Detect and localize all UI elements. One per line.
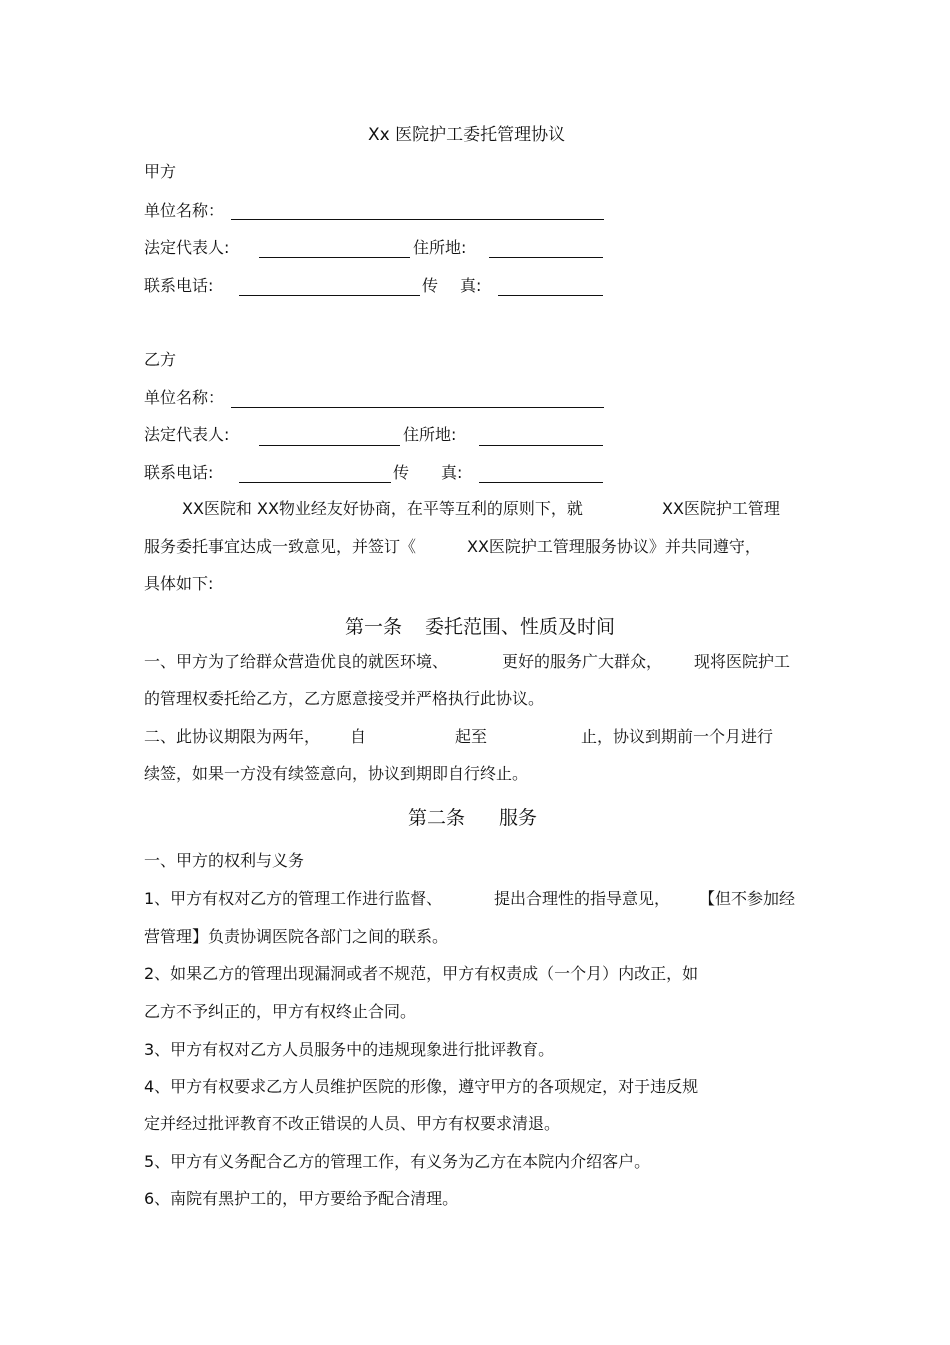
article-2-item-1-line-2: 营管理】负责协调医院各部门之间的联系。	[144, 927, 449, 946]
article-1-p2-line-1c: 起至	[455, 727, 488, 746]
intro-line-3: 具体如下:	[144, 574, 214, 593]
party-b-legal-rep-blank	[259, 445, 400, 446]
party-b-phone-label: 联系电话:	[144, 463, 214, 482]
article-1-heading-title: 委托范围、性质及时间	[425, 616, 616, 638]
party-a-unit-name-label: 单位名称：	[144, 201, 225, 220]
party-a-phone-blank	[239, 295, 420, 296]
article-1-p2-line-1d: 止，协议到期前一个月进行	[581, 727, 774, 746]
article-2-heading-title: 服务	[499, 807, 538, 829]
article-2-item-3: 3、甲方有权对乙方人员服务中的违规现象进行批评教育。	[144, 1040, 555, 1059]
intro-line-1b: XX医院护工管理	[662, 499, 780, 518]
article-1-p1-line-1b: 更好的服务广大群众，	[502, 652, 663, 671]
article-2-item-1-line-1b: 提出合理性的指导意见，	[494, 889, 671, 908]
article-2-item-2-line-2: 乙方不予纠正的，甲方有权终止合同。	[144, 1002, 417, 1021]
article-2-item-1-line-1a: 1、甲方有权对乙方的管理工作进行监督、	[144, 889, 443, 908]
party-b-fax-blank	[479, 482, 603, 483]
article-1-heading-number: 第一条	[345, 616, 403, 638]
document-title: Xx 医院护工委托管理协议	[368, 125, 566, 145]
article-2-heading-number: 第二条	[408, 807, 466, 829]
article-2-item-6: 6、南院有黑护工的，甲方要给予配合清理。	[144, 1189, 459, 1208]
party-a-legal-rep-label: 法定代表人:	[144, 238, 230, 257]
party-b-address-blank	[479, 445, 603, 446]
article-1-p2-line-2: 续签，如果一方没有续签意向，协议到期即自行终止。	[144, 764, 529, 783]
article-1-p2-line-1b: 自	[350, 727, 367, 746]
party-a-fax-label-1: 传	[422, 276, 439, 295]
party-a-address-label: 住所地:	[413, 238, 467, 257]
party-a-fax-label-2: 真:	[460, 276, 482, 295]
party-b-unit-name-label: 单位名称：	[144, 388, 225, 407]
party-b-heading: 乙方	[144, 350, 177, 369]
party-b-phone-blank	[239, 482, 391, 483]
party-b-unit-name-blank	[231, 407, 604, 408]
article-2-item-4-line-2: 定并经过批评教育不改正错误的人员、甲方有权要求清退。	[144, 1114, 561, 1133]
article-1-p1-line-2: 的管理权委托给乙方，乙方愿意接受并严格执行此协议。	[144, 689, 545, 708]
party-a-fax-blank	[498, 295, 603, 296]
article-2-item-5: 5、甲方有义务配合乙方的管理工作，有义务为乙方在本院内介绍客户。	[144, 1152, 651, 1171]
article-2-item-1-line-1c: 【但不参加经	[699, 889, 796, 908]
party-b-address-label: 住所地:	[403, 425, 457, 444]
party-b-legal-rep-label: 法定代表人:	[144, 425, 230, 444]
party-a-address-blank	[489, 257, 603, 258]
article-2-item-4-line-1: 4、甲方有权要求乙方人员维护医院的形像，遵守甲方的各项规定，对于违反规	[144, 1077, 699, 1096]
intro-line-2a: 服务委托事宜达成一致意见，并签订《	[144, 537, 417, 556]
party-b-fax-label-2: 真:	[441, 463, 463, 482]
party-a-phone-label: 联系电话:	[144, 276, 214, 295]
article-1-p2-line-1a: 二、此协议期限为两年，	[144, 727, 321, 746]
article-2-item-2-line-1: 2、如果乙方的管理出现漏洞或者不规范，甲方有权责成（一个月）内改正，如	[144, 964, 699, 983]
intro-line-1a: XX医院和 XX物业经友好协商，在平等互利的原则下，就	[182, 499, 583, 518]
article-2-subheading: 一、甲方的权利与义务	[144, 851, 305, 870]
article-1-p1-line-1c: 现将医院护工	[694, 652, 791, 671]
article-1-p1-line-1a: 一、甲方为了给群众营造优良的就医环境、	[144, 652, 449, 671]
party-a-heading: 甲方	[144, 162, 177, 181]
party-a-unit-name-blank	[231, 219, 604, 220]
party-a-legal-rep-blank	[259, 257, 410, 258]
party-b-fax-label-1: 传	[393, 463, 410, 482]
intro-line-2b: XX医院护工管理服务协议》并共同遵守，	[467, 537, 761, 556]
